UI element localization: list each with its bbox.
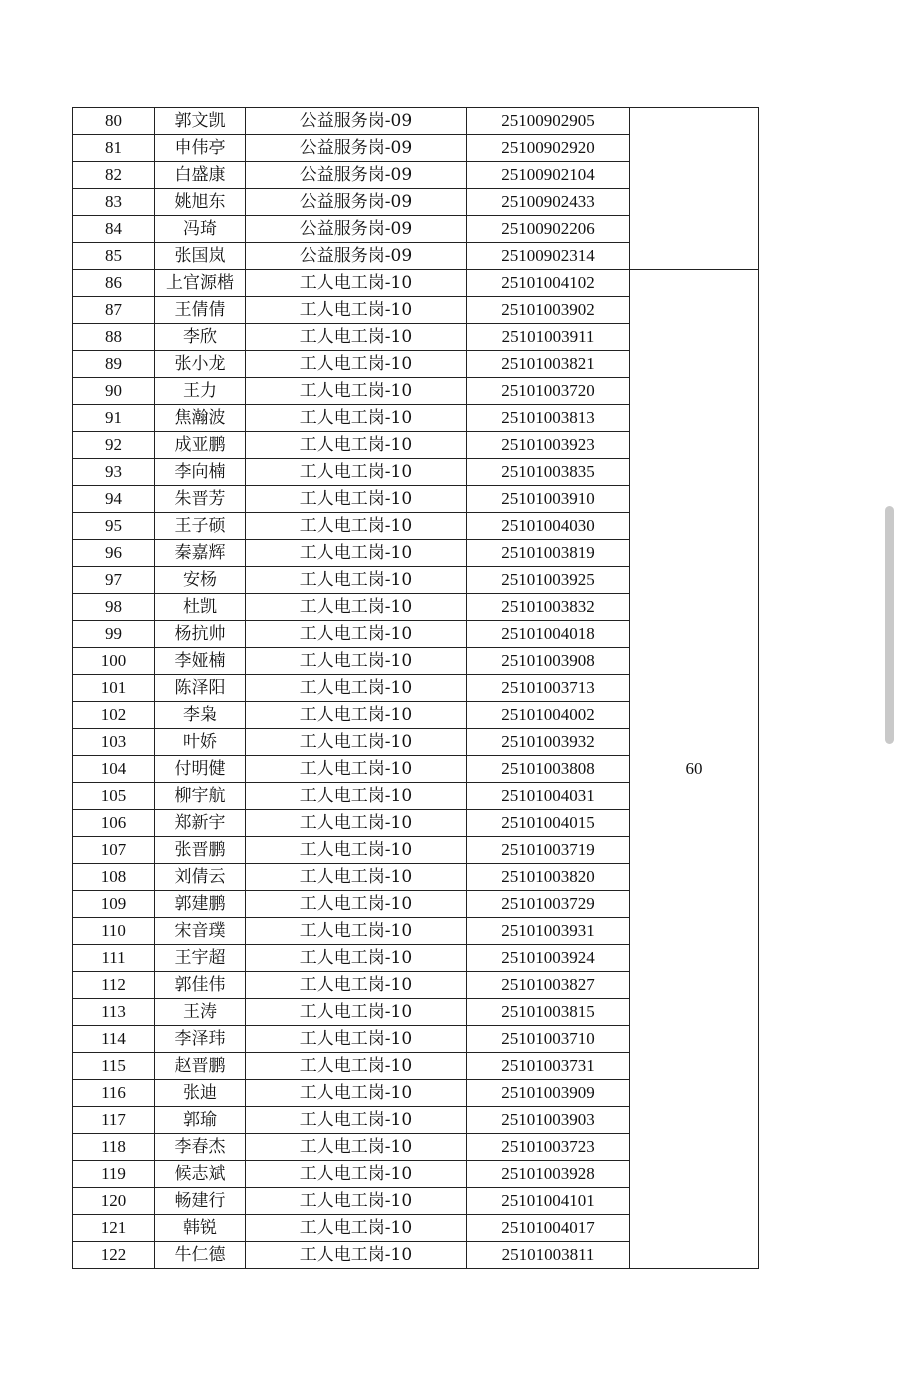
- position-cell: 工人电工岗-10: [246, 324, 467, 351]
- position-cell: 工人电工岗-10: [246, 1134, 467, 1161]
- position-cell: 工人电工岗-10: [246, 1053, 467, 1080]
- name-cell: 冯琦: [155, 216, 246, 243]
- seq-cell: 120: [73, 1188, 155, 1215]
- position-cell: 工人电工岗-10: [246, 648, 467, 675]
- seq-cell: 111: [73, 945, 155, 972]
- seq-cell: 88: [73, 324, 155, 351]
- ticket-number-cell: 25101003729: [467, 891, 630, 918]
- roster-table-body: [73, 108, 759, 1269]
- name-cell: 王子硕: [155, 513, 246, 540]
- position-cell: 工人电工岗-10: [246, 432, 467, 459]
- position-cell: 公益服务岗-09: [246, 135, 467, 162]
- ticket-number-cell: 25100902206: [467, 216, 630, 243]
- seq-cell: 109: [73, 891, 155, 918]
- seq-cell: 106: [73, 810, 155, 837]
- name-cell: 成亚鹏: [155, 432, 246, 459]
- seq-cell: 99: [73, 621, 155, 648]
- ticket-number-cell: 25101004018: [467, 621, 630, 648]
- ticket-number-cell: 25101003925: [467, 567, 630, 594]
- seq-cell: 100: [73, 648, 155, 675]
- position-cell: 公益服务岗-09: [246, 189, 467, 216]
- name-cell: 安杨: [155, 567, 246, 594]
- name-cell: 郭瑜: [155, 1107, 246, 1134]
- ticket-number-cell: 25101003820: [467, 864, 630, 891]
- name-cell: 李泽玮: [155, 1026, 246, 1053]
- group-count-cell: 60: [630, 270, 759, 1269]
- position-cell: 工人电工岗-10: [246, 1188, 467, 1215]
- seq-cell: 105: [73, 783, 155, 810]
- ticket-number-cell: 25100902905: [467, 108, 630, 135]
- seq-cell: 122: [73, 1242, 155, 1269]
- seq-cell: 95: [73, 513, 155, 540]
- name-cell: 张晋鹏: [155, 837, 246, 864]
- position-cell: 工人电工岗-10: [246, 1026, 467, 1053]
- name-cell: 上官源楷: [155, 270, 246, 297]
- ticket-number-cell: 25101003835: [467, 459, 630, 486]
- roster-table: [72, 107, 759, 1269]
- seq-cell: 86: [73, 270, 155, 297]
- ticket-number-cell: 25101004017: [467, 1215, 630, 1242]
- ticket-number-cell: 25101004031: [467, 783, 630, 810]
- seq-cell: 112: [73, 972, 155, 999]
- position-cell: 工人电工岗-10: [246, 945, 467, 972]
- position-cell: 工人电工岗-10: [246, 1107, 467, 1134]
- ticket-number-cell: 25101004002: [467, 702, 630, 729]
- position-cell: 工人电工岗-10: [246, 486, 467, 513]
- name-cell: 杨抗帅: [155, 621, 246, 648]
- seq-cell: 91: [73, 405, 155, 432]
- name-cell: 王力: [155, 378, 246, 405]
- name-cell: 郭佳伟: [155, 972, 246, 999]
- name-cell: 李欣: [155, 324, 246, 351]
- name-cell: 刘倩云: [155, 864, 246, 891]
- ticket-number-cell: 25100902314: [467, 243, 630, 270]
- ticket-number-cell: 25101003924: [467, 945, 630, 972]
- seq-cell: 104: [73, 756, 155, 783]
- ticket-number-cell: 25101003903: [467, 1107, 630, 1134]
- seq-cell: 113: [73, 999, 155, 1026]
- seq-cell: 108: [73, 864, 155, 891]
- position-cell: 工人电工岗-10: [246, 1080, 467, 1107]
- ticket-number-cell: 25101003923: [467, 432, 630, 459]
- ticket-number-cell: 25101003819: [467, 540, 630, 567]
- seq-cell: 116: [73, 1080, 155, 1107]
- seq-cell: 98: [73, 594, 155, 621]
- name-cell: 李娅楠: [155, 648, 246, 675]
- ticket-number-cell: 25101003808: [467, 756, 630, 783]
- seq-cell: 96: [73, 540, 155, 567]
- seq-cell: 121: [73, 1215, 155, 1242]
- name-cell: 王宇超: [155, 945, 246, 972]
- position-cell: 工人电工岗-10: [246, 891, 467, 918]
- name-cell: 秦嘉辉: [155, 540, 246, 567]
- seq-cell: 115: [73, 1053, 155, 1080]
- position-cell: 工人电工岗-10: [246, 594, 467, 621]
- seq-cell: 85: [73, 243, 155, 270]
- name-cell: 李向楠: [155, 459, 246, 486]
- position-cell: 工人电工岗-10: [246, 702, 467, 729]
- name-cell: 郑新宇: [155, 810, 246, 837]
- ticket-number-cell: 25101003932: [467, 729, 630, 756]
- seq-cell: 110: [73, 918, 155, 945]
- name-cell: 李春杰: [155, 1134, 246, 1161]
- position-cell: 工人电工岗-10: [246, 1215, 467, 1242]
- ticket-number-cell: 25101003908: [467, 648, 630, 675]
- ticket-number-cell: 25101003827: [467, 972, 630, 999]
- ticket-number-cell: 25101004102: [467, 270, 630, 297]
- seq-cell: 82: [73, 162, 155, 189]
- seq-cell: 84: [73, 216, 155, 243]
- seq-cell: 81: [73, 135, 155, 162]
- position-cell: 工人电工岗-10: [246, 999, 467, 1026]
- position-cell: 工人电工岗-10: [246, 378, 467, 405]
- name-cell: 柳宇航: [155, 783, 246, 810]
- name-cell: 候志斌: [155, 1161, 246, 1188]
- name-cell: 赵晋鹏: [155, 1053, 246, 1080]
- position-cell: 公益服务岗-09: [246, 243, 467, 270]
- name-cell: 焦瀚波: [155, 405, 246, 432]
- ticket-number-cell: 25101003832: [467, 594, 630, 621]
- position-cell: 公益服务岗-09: [246, 216, 467, 243]
- ticket-number-cell: 25101003723: [467, 1134, 630, 1161]
- ticket-number-cell: 25101004015: [467, 810, 630, 837]
- ticket-number-cell: 25101003911: [467, 324, 630, 351]
- name-cell: 张小龙: [155, 351, 246, 378]
- ticket-number-cell: 25100902433: [467, 189, 630, 216]
- document-page: [72, 107, 759, 1269]
- name-cell: 郭建鹏: [155, 891, 246, 918]
- ticket-number-cell: 25101003902: [467, 297, 630, 324]
- seq-cell: 102: [73, 702, 155, 729]
- ticket-number-cell: 25101003731: [467, 1053, 630, 1080]
- seq-cell: 97: [73, 567, 155, 594]
- seq-cell: 114: [73, 1026, 155, 1053]
- name-cell: 王倩倩: [155, 297, 246, 324]
- ticket-number-cell: 25101004030: [467, 513, 630, 540]
- seq-cell: 80: [73, 108, 155, 135]
- position-cell: 工人电工岗-10: [246, 621, 467, 648]
- ticket-number-cell: 25101003910: [467, 486, 630, 513]
- name-cell: 姚旭东: [155, 189, 246, 216]
- vertical-scrollbar[interactable]: [885, 506, 894, 744]
- seq-cell: 117: [73, 1107, 155, 1134]
- position-cell: 公益服务岗-09: [246, 108, 467, 135]
- position-cell: 工人电工岗-10: [246, 1242, 467, 1269]
- name-cell: 叶娇: [155, 729, 246, 756]
- name-cell: 宋音璞: [155, 918, 246, 945]
- ticket-number-cell: 25101003821: [467, 351, 630, 378]
- name-cell: 李枭: [155, 702, 246, 729]
- ticket-number-cell: 25101003815: [467, 999, 630, 1026]
- position-cell: 工人电工岗-10: [246, 918, 467, 945]
- name-cell: 付明健: [155, 756, 246, 783]
- ticket-number-cell: 25100902920: [467, 135, 630, 162]
- position-cell: 公益服务岗-09: [246, 162, 467, 189]
- name-cell: 朱晋芳: [155, 486, 246, 513]
- position-cell: 工人电工岗-10: [246, 513, 467, 540]
- position-cell: 工人电工岗-10: [246, 756, 467, 783]
- seq-cell: 118: [73, 1134, 155, 1161]
- name-cell: 陈泽阳: [155, 675, 246, 702]
- name-cell: 畅建行: [155, 1188, 246, 1215]
- ticket-number-cell: 25101003813: [467, 405, 630, 432]
- seq-cell: 93: [73, 459, 155, 486]
- ticket-number-cell: 25101003928: [467, 1161, 630, 1188]
- seq-cell: 89: [73, 351, 155, 378]
- name-cell: 王涛: [155, 999, 246, 1026]
- ticket-number-cell: 25101003931: [467, 918, 630, 945]
- ticket-number-cell: 25101003713: [467, 675, 630, 702]
- name-cell: 牛仁德: [155, 1242, 246, 1269]
- ticket-number-cell: 25101003909: [467, 1080, 630, 1107]
- position-cell: 工人电工岗-10: [246, 810, 467, 837]
- seq-cell: 90: [73, 378, 155, 405]
- position-cell: 工人电工岗-10: [246, 972, 467, 999]
- seq-cell: 101: [73, 675, 155, 702]
- position-cell: 工人电工岗-10: [246, 864, 467, 891]
- position-cell: 工人电工岗-10: [246, 270, 467, 297]
- ticket-number-cell: 25101003719: [467, 837, 630, 864]
- seq-cell: 92: [73, 432, 155, 459]
- name-cell: 张迪: [155, 1080, 246, 1107]
- position-cell: 工人电工岗-10: [246, 729, 467, 756]
- ticket-number-cell: 25100902104: [467, 162, 630, 189]
- position-cell: 工人电工岗-10: [246, 783, 467, 810]
- seq-cell: 119: [73, 1161, 155, 1188]
- seq-cell: 87: [73, 297, 155, 324]
- seq-cell: 83: [73, 189, 155, 216]
- position-cell: 工人电工岗-10: [246, 540, 467, 567]
- position-cell: 工人电工岗-10: [246, 459, 467, 486]
- table-row: [73, 108, 759, 135]
- seq-cell: 103: [73, 729, 155, 756]
- name-cell: 张国岚: [155, 243, 246, 270]
- seq-cell: 94: [73, 486, 155, 513]
- position-cell: 工人电工岗-10: [246, 351, 467, 378]
- name-cell: 杜凯: [155, 594, 246, 621]
- position-cell: 工人电工岗-10: [246, 405, 467, 432]
- table-row: [73, 270, 759, 297]
- position-cell: 工人电工岗-10: [246, 837, 467, 864]
- group-count-cell: [630, 108, 759, 270]
- name-cell: 白盛康: [155, 162, 246, 189]
- position-cell: 工人电工岗-10: [246, 567, 467, 594]
- position-cell: 工人电工岗-10: [246, 1161, 467, 1188]
- position-cell: 工人电工岗-10: [246, 297, 467, 324]
- name-cell: 郭文凯: [155, 108, 246, 135]
- ticket-number-cell: 25101004101: [467, 1188, 630, 1215]
- ticket-number-cell: 25101003720: [467, 378, 630, 405]
- seq-cell: 107: [73, 837, 155, 864]
- name-cell: 申伟亭: [155, 135, 246, 162]
- position-cell: 工人电工岗-10: [246, 675, 467, 702]
- name-cell: 韩锐: [155, 1215, 246, 1242]
- ticket-number-cell: 25101003811: [467, 1242, 630, 1269]
- ticket-number-cell: 25101003710: [467, 1026, 630, 1053]
